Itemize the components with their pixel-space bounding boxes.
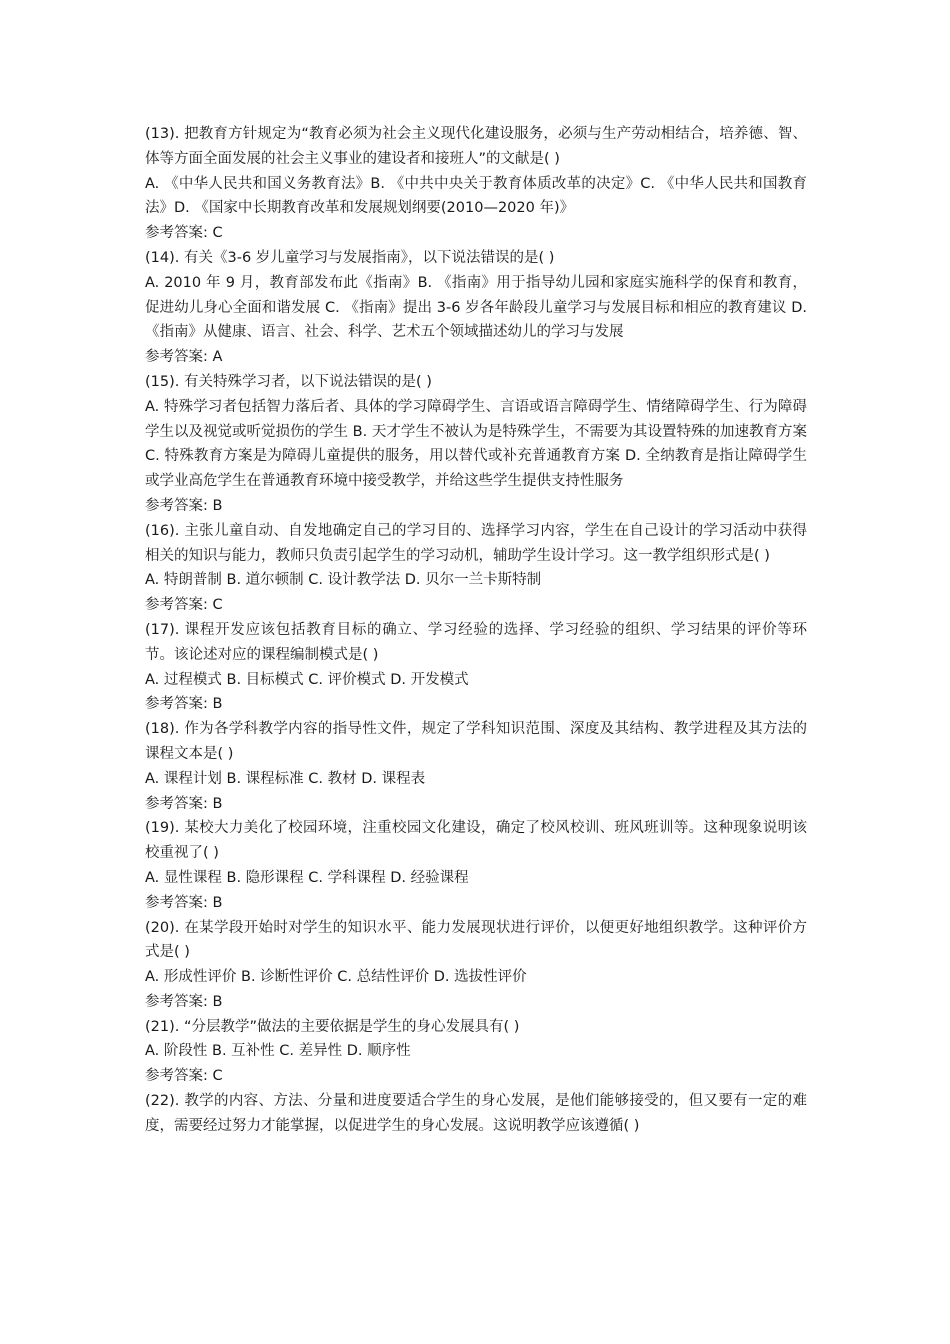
question-16-options: A. 特朗普制 B. 道尔顿制 C. 设计教学法 D. 贝尔一兰卡斯特制 [145, 572, 542, 589]
question-19-options: A. 显性课程 B. 隐形课程 C. 学科课程 D. 经验课程 [145, 869, 469, 886]
question-15-options: A. 特殊学习者包括智力落后者、具体的学习障碍学生、言语或语言障碍学生、情绪障碍学生、行为障碍学生以及视觉或听觉损伤的学生 B. 天才学生不被认为是特殊学生，不需要为其设置特殊的加速教育方案 C. 特殊教育方案是为障碍儿童提供的服务，用以替代或补充普通教育方案 D. 全纳教育是指让障碍学生或学业高危学生在普通教育环境中接受教学，并给这些学生提供支持性服务 [145, 398, 807, 490]
question-16-stem: (16). 主张儿童自动、自发地确定自己的学习目的、选择学习内容，学生在自己设计的学习活动中获得相关的知识与能力，教师只负责引起学生的学习动机，辅助学生设计学习。这一教学组织形式是( ) [145, 522, 807, 564]
question-20-stem: (20). 在某学段开始时对学生的知识水平、能力发展现状进行评价，以便更好地组织教学。这种评价方式是( ) [145, 919, 807, 961]
question-13-options: A. 《中华人民共和国义务教育法》B. 《中共中央关于教育体质改革的决定》C. 《中华人民共和国教育法》D. 《国家中长期教育改革和发展规划纲要(2010—2020 年)》 [145, 175, 807, 217]
question-13-answer: 参考答案: C [145, 225, 223, 242]
question-15-answer: 参考答案: B [145, 497, 223, 514]
question-18-stem: (18). 作为各学科教学内容的指导性文件，规定了学科知识范围、深度及其结构、教学进程及其方法的课程文本是( ) [145, 721, 807, 762]
question-13-stem: (13). 把教育方针规定为“教育必须为社会主义现代化建设服务，必须与生产劳动相结合，培养德、智、体等方面全面发展的社会主义事业的建设者和接班人”的文献是( ) [145, 126, 807, 167]
question-21-options: A. 阶段性 B. 互补性 C. 差异性 D. 顺序性 [145, 1043, 411, 1060]
question-17-stem: (17). 课程开发应该包括教育目标的确立、学习经验的选择、学习经验的组织、学习结果的评价等环节。该论述对应的课程编制模式是( ) [145, 621, 807, 663]
question-16-answer: 参考答案: C [145, 597, 223, 614]
document-page [145, 122, 807, 1139]
question-21-answer: 参考答案: C [145, 1068, 223, 1085]
question-14-stem: (14). 有关《3-6 岁儿童学习与发展指南》，以下说法错误的是( ) [145, 249, 555, 266]
question-14-answer: 参考答案: A [145, 349, 223, 366]
question-19-stem: (19). 某校大力美化了校园环境，注重校园文化建设，确定了校风校训、班风班训等。这种现象说明该校重视了( ) [145, 820, 807, 862]
question-19-answer: 参考答案: B [145, 894, 223, 911]
question-14-options: A. 2010 年 9 月，教育部发布此《指南》B. 《指南》用于指导幼儿园和家庭实施科学的保育和教育，促进幼儿身心全面和谐发展 C. 《指南》提出 3-6 岁各年龄段儿童学习与发展目标和相应的教育建议 D. 《指南》从健康、语言、社会、科学、艺术五个领域描述幼儿的学习与发展 [145, 274, 807, 341]
question-20-answer: 参考答案: B [145, 993, 223, 1010]
question-22-stem: (22). 教学的内容、方法、分量和进度要适合学生的身心发展，是他们能够接受的，但又要有一定的难度，需要经过努力才能掌握，以促进学生的身心发展。这说明教学应该遵循( ) [145, 1093, 807, 1134]
question-18-answer: 参考答案: B [145, 795, 223, 812]
question-18-options: A. 课程计划 B. 课程标准 C. 教材 D. 课程表 [145, 770, 426, 787]
question-21-stem: (21). “分层教学”做法的主要依据是学生的身心发展具有( ) [145, 1018, 520, 1035]
question-20-options: A. 形成性评价 B. 诊断性评价 C. 总结性评价 D. 选拔性评价 [145, 969, 527, 986]
question-17-answer: 参考答案: B [145, 696, 223, 713]
question-15-stem: (15). 有关特殊学习者，以下说法错误的是( ) [145, 373, 432, 390]
question-17-options: A. 过程模式 B. 目标模式 C. 评价模式 D. 开发模式 [145, 671, 469, 688]
